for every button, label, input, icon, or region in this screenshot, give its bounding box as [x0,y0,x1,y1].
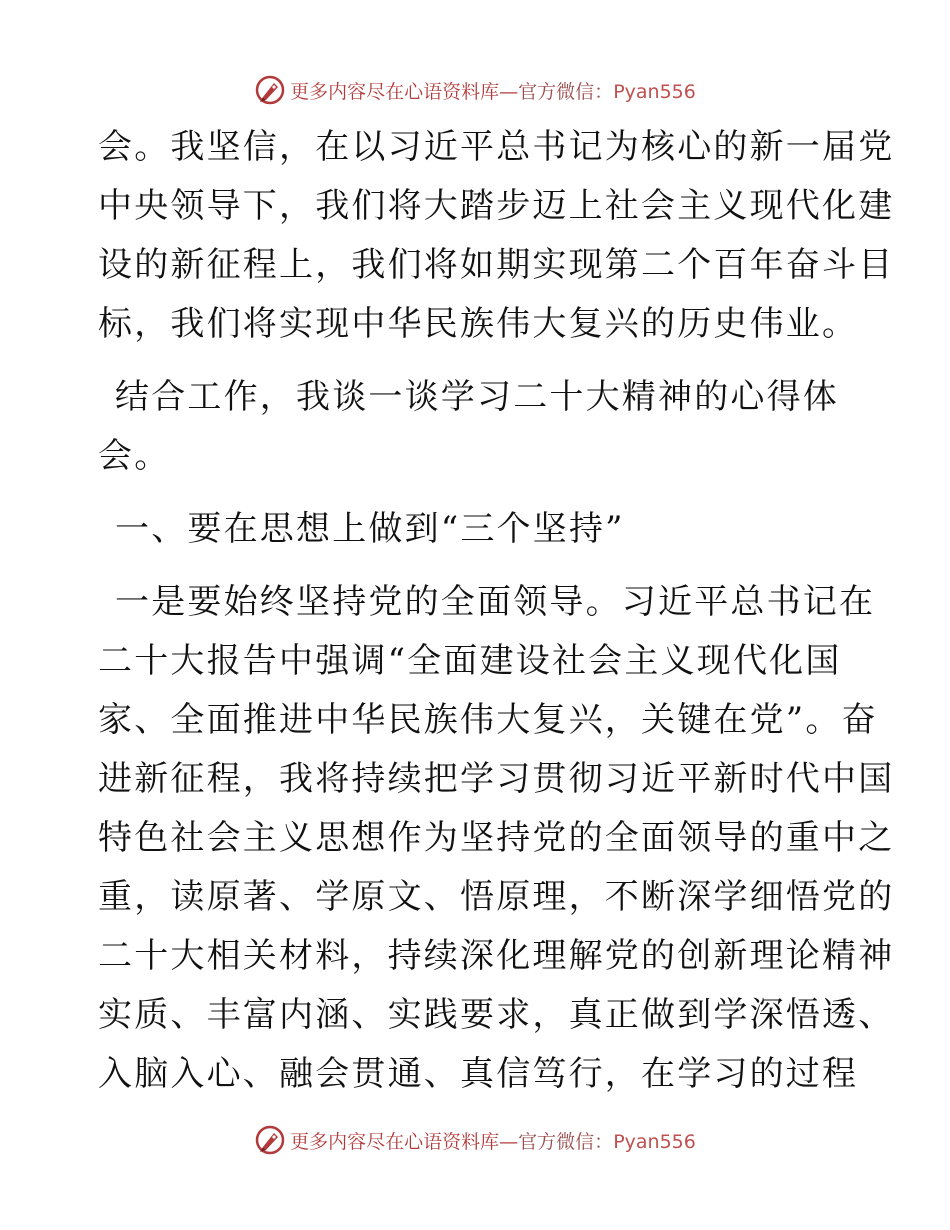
header-wechat-id: Pyan556 [613,80,696,103]
heading-line: 一、要在思想上做到“三个坚持” [115,509,625,549]
text-line: 特色社会主义思想作为坚持党的全面领导的重中之 [98,818,895,858]
text-line: 一是要始终坚持党的全面领导。习近平总书记在 [115,582,876,622]
header-dash: — [499,80,519,103]
text-line: 入脑入心、融会贯通、真信笃行，在学习的过程 [98,1054,859,1094]
paragraph-2 [98,368,858,486]
text-line: 重，读原著、学原文、悟原理，不断深学细悟党的 [98,877,895,917]
footer-dash: — [499,1130,519,1153]
section-heading [98,500,858,559]
paragraph-1 [98,118,895,354]
footer-wechat-id: Pyan556 [613,1130,696,1153]
text-line: 进新征程，我将持续把学习贯彻习近平新时代中国 [98,759,895,799]
footer-banner-text [290,1127,696,1154]
footer-site-name: 更多内容尽在心语资料库 [290,1130,500,1153]
footer-wechat-label: 官方微信： [518,1130,614,1153]
header-wechat-label: 官方微信： [518,80,614,103]
pen-nib-logo-icon [254,74,286,106]
text-line: 二十大报告中强调“全面建设社会主义现代化国 [98,641,842,681]
text-line: 标，我们将实现中华民族伟大复兴的历史伟业。 [98,304,859,344]
header-site-name: 更多内容尽在心语资料库 [290,80,500,103]
text-line: 家、全面推进中华民族伟大复兴，关键在党”。奋 [98,700,878,740]
header-banner [0,70,950,110]
text-line: 设的新征程上，我们将如期实现第二个百年奋斗目 [98,245,895,285]
text-line: 二十大相关材料，持续深化理解党的创新理论精神 [98,936,895,976]
text-line: 会。 [98,436,171,476]
document-body [98,118,895,1104]
text-line: 中央领导下，我们将大踏步迈上社会主义现代化建 [98,186,895,226]
paragraph-3 [98,573,895,1104]
header-banner-text [290,77,696,104]
pen-nib-logo-icon [254,1124,286,1156]
footer-banner [0,1120,950,1160]
text-line: 会。我坚信，在以习近平总书记为核心的新一届党 [98,127,895,167]
text-line: 结合工作，我谈一谈学习二十大精神的心得体 [115,377,839,417]
text-line: 实质、丰富内涵、实践要求，真正做到学深悟透、 [98,995,895,1035]
